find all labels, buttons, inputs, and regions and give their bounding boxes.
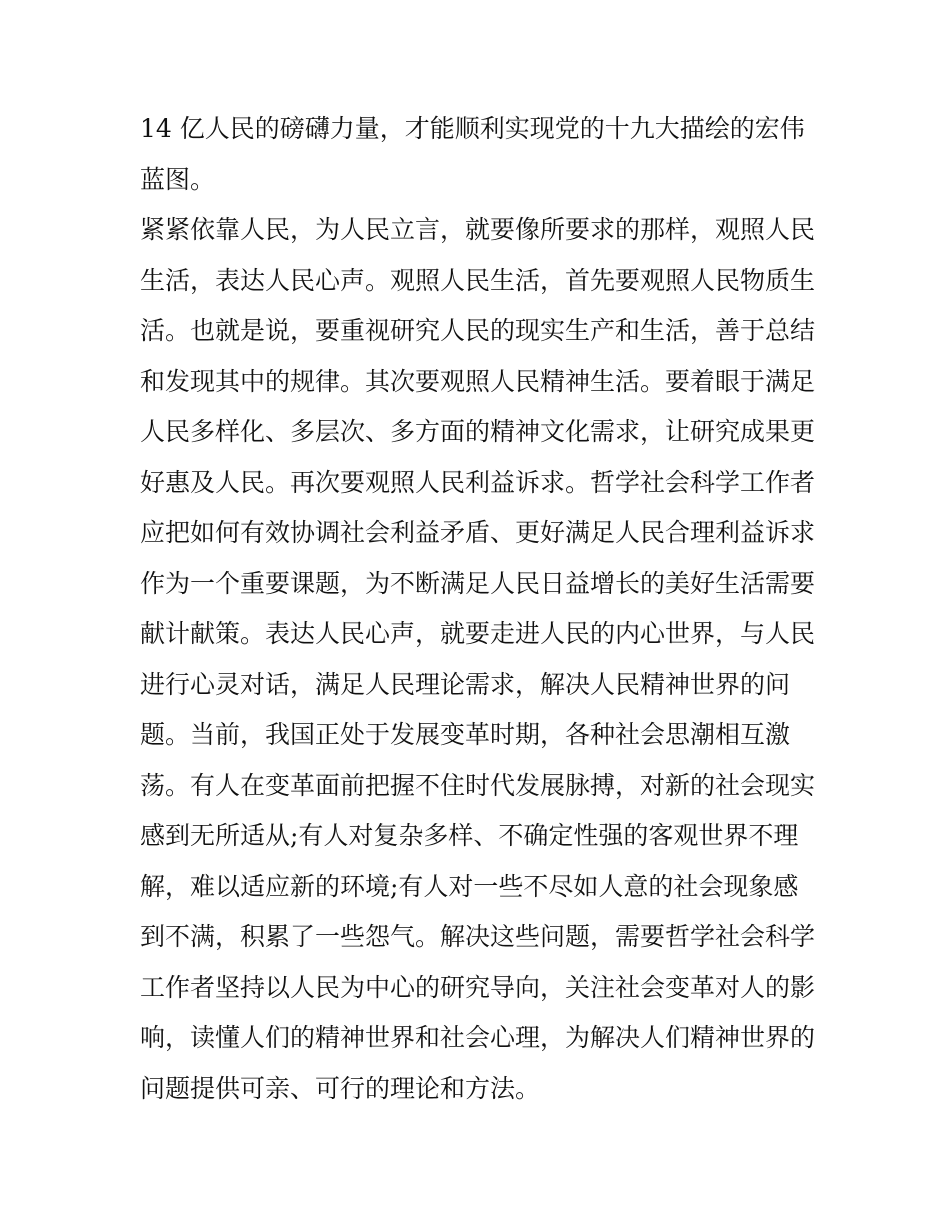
- body-text: [140, 104, 820, 1114]
- text-line: 14 亿人民的磅礴力量，才能顺利实现党的十九大描绘的宏伟: [140, 114, 805, 143]
- text-line: 作为一个重要课题，为不断满足人民日益增长的美好生活需要: [140, 568, 816, 598]
- text-line: 应把如何有效协调社会利益矛盾、更好满足人民合理利益诉求: [140, 518, 816, 547]
- text-line: 活。也就是说，要重视研究人民的现实生产和生活，善于总结: [140, 316, 816, 345]
- text-line: 问题提供可亲、可行的理论和方法。: [140, 1073, 541, 1103]
- text-line: 题。当前，我国正处于发展变革时期，各种社会思潮相互激: [140, 720, 791, 749]
- text-line: 到不满，积累了一些怨气。解决这些问题，需要哲学社会科学: [140, 922, 816, 951]
- text-line: 蓝图。: [140, 164, 216, 194]
- text-line: 感到无所适从;有人对复杂多样、不确定性强的客观世界不理: [140, 821, 799, 850]
- text-line: 紧紧依靠人民，为人民立言，就要像所要求的那样，观照人民: [140, 215, 816, 244]
- text-line: 荡。有人在变革面前把握不住时代发展脉搏，对新的社会现实: [140, 770, 816, 800]
- text-line: 好惠及人民。再次要观照人民利益诉求。哲学社会科学工作者: [140, 467, 816, 497]
- text-line: 解，难以适应新的环境;有人对一些不尽如人意的社会现象感: [140, 871, 799, 901]
- text-line: 响，读懂人们的精神世界和社会心理，为解决人们精神世界的: [140, 1023, 816, 1052]
- text-line: 人民多样化、多层次、多方面的精神文化需求，让研究成果更: [140, 417, 816, 446]
- text-line: 工作者坚持以人民为中心的研究导向，关注社会变革对人的影: [140, 972, 816, 1002]
- text-line: 献计献策。表达人民心声，就要走进人民的内心世界，与人民: [140, 619, 816, 648]
- text-line: 进行心灵对话，满足人民理论需求，解决人民精神世界的问: [140, 669, 791, 699]
- text-line: 和发现其中的规律。其次要观照人民精神生活。要着眼于满足: [140, 366, 816, 396]
- text-line: 生活，表达人民心声。观照人民生活，首先要观照人民物质生: [140, 265, 816, 295]
